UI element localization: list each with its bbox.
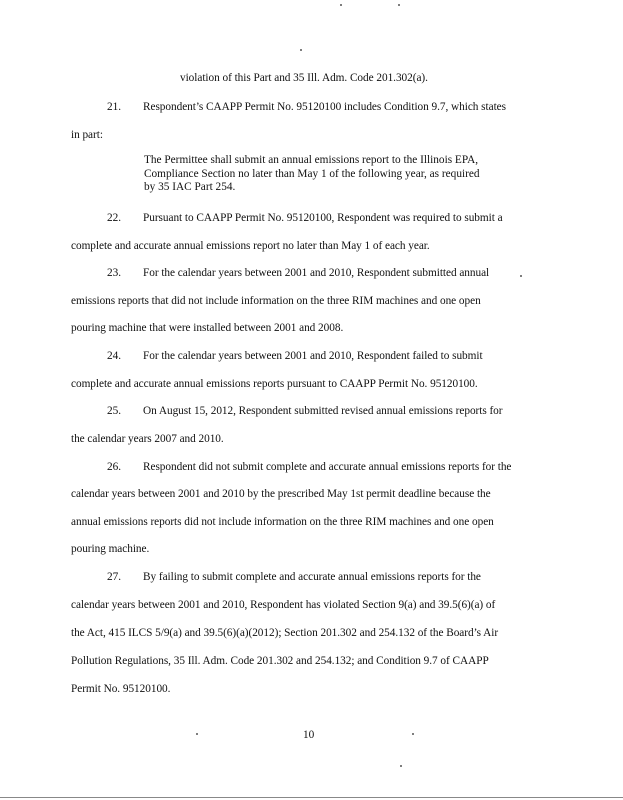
scan-speck bbox=[400, 765, 402, 767]
paragraph-27-line-2: calendar years between 2001 and 2010, Respondent has violated Section 9(a) and 39.5(6)(a) of bbox=[71, 599, 496, 611]
paragraph-24-line-1: For the calendar years between 2001 and 2010, Respondent failed to submit bbox=[143, 350, 483, 362]
paragraph-number-25: 25. bbox=[107, 405, 122, 417]
paragraph-27-line-3: the Act, 415 ILCS 5/9(a) and 39.5(6)(a)(2012); Section 201.302 and 254.132 of the Board’s Air bbox=[71, 627, 499, 639]
block-quote-line-1: The Permittee shall submit an annual emissions report to the Illinois EPA, bbox=[144, 154, 479, 166]
paragraph-27-line-5: Permit No. 95120100. bbox=[71, 683, 171, 695]
paragraph-22-line-2: complete and accurate annual emissions report no later than May 1 of each year. bbox=[71, 240, 430, 252]
scan-bottom-edge bbox=[0, 797, 623, 798]
scan-speck bbox=[340, 4, 342, 6]
paragraph-number-24: 24. bbox=[107, 350, 122, 362]
paragraph-number-22: 22. bbox=[107, 212, 122, 224]
paragraph-26-line-4: pouring machine. bbox=[71, 543, 150, 555]
paragraph-number-23: 23. bbox=[107, 267, 122, 279]
paragraph-number-21: 21. bbox=[107, 101, 122, 113]
block-quote bbox=[144, 154, 524, 195]
paragraph-25-line-1: On August 15, 2012, Respondent submitted revised annual emissions reports for bbox=[143, 405, 503, 417]
paragraph-23-line-2: emissions reports that did not include information on the three RIM machines and one open bbox=[71, 295, 481, 307]
scan-speck bbox=[398, 4, 400, 6]
continued-line: violation of this Part and 35 Ill. Adm. Code 201.302(a). bbox=[180, 72, 428, 84]
paragraph-25-line-2: the calendar years 2007 and 2010. bbox=[71, 433, 224, 445]
paragraph-26-line-3: annual emissions reports did not include information on the three RIM machines and one open bbox=[71, 516, 494, 528]
paragraph-22-line-1: Pursuant to CAAPP Permit No. 95120100, Respondent was required to submit a bbox=[143, 212, 503, 224]
paragraph-27-line-4: Pollution Regulations, 35 Ill. Adm. Code 201.302 and 254.132; and Condition 9.7 of CAAPP bbox=[71, 655, 489, 667]
paragraph-24-line-2: complete and accurate annual emissions reports pursuant to CAAPP Permit No. 95120100. bbox=[71, 378, 478, 390]
paragraph-23-line-1: For the calendar years between 2001 and 2010, Respondent submitted annual bbox=[143, 267, 490, 279]
block-quote-line-3: by 35 IAC Part 254. bbox=[144, 181, 236, 193]
block-quote-line-2: Compliance Section no later than May 1 of the following year, as required bbox=[144, 167, 480, 180]
scan-speck bbox=[196, 733, 198, 735]
scan-speck bbox=[300, 49, 302, 51]
paragraph-number-26: 26. bbox=[107, 461, 122, 473]
scan-speck bbox=[520, 275, 522, 277]
paragraph-27-line-1: By failing to submit complete and accurate annual emissions reports for the bbox=[143, 571, 481, 583]
paragraph-21-line-1: Respondent’s CAAPP Permit No. 95120100 includes Condition 9.7, which states bbox=[143, 101, 506, 113]
paragraph-26-line-2: calendar years between 2001 and 2010 by the prescribed May 1st permit deadline because the bbox=[71, 488, 491, 500]
paragraph-26-line-1: Respondent did not submit complete and accurate annual emissions reports for the bbox=[143, 461, 512, 473]
paragraph-23-line-3: pouring machine that were installed between 2001 and 2008. bbox=[71, 322, 344, 334]
paragraph-21-line-2: in part: bbox=[71, 129, 103, 141]
scan-speck bbox=[412, 733, 414, 735]
paragraph-number-27: 27. bbox=[107, 571, 122, 583]
page-number: 10 bbox=[303, 729, 315, 741]
